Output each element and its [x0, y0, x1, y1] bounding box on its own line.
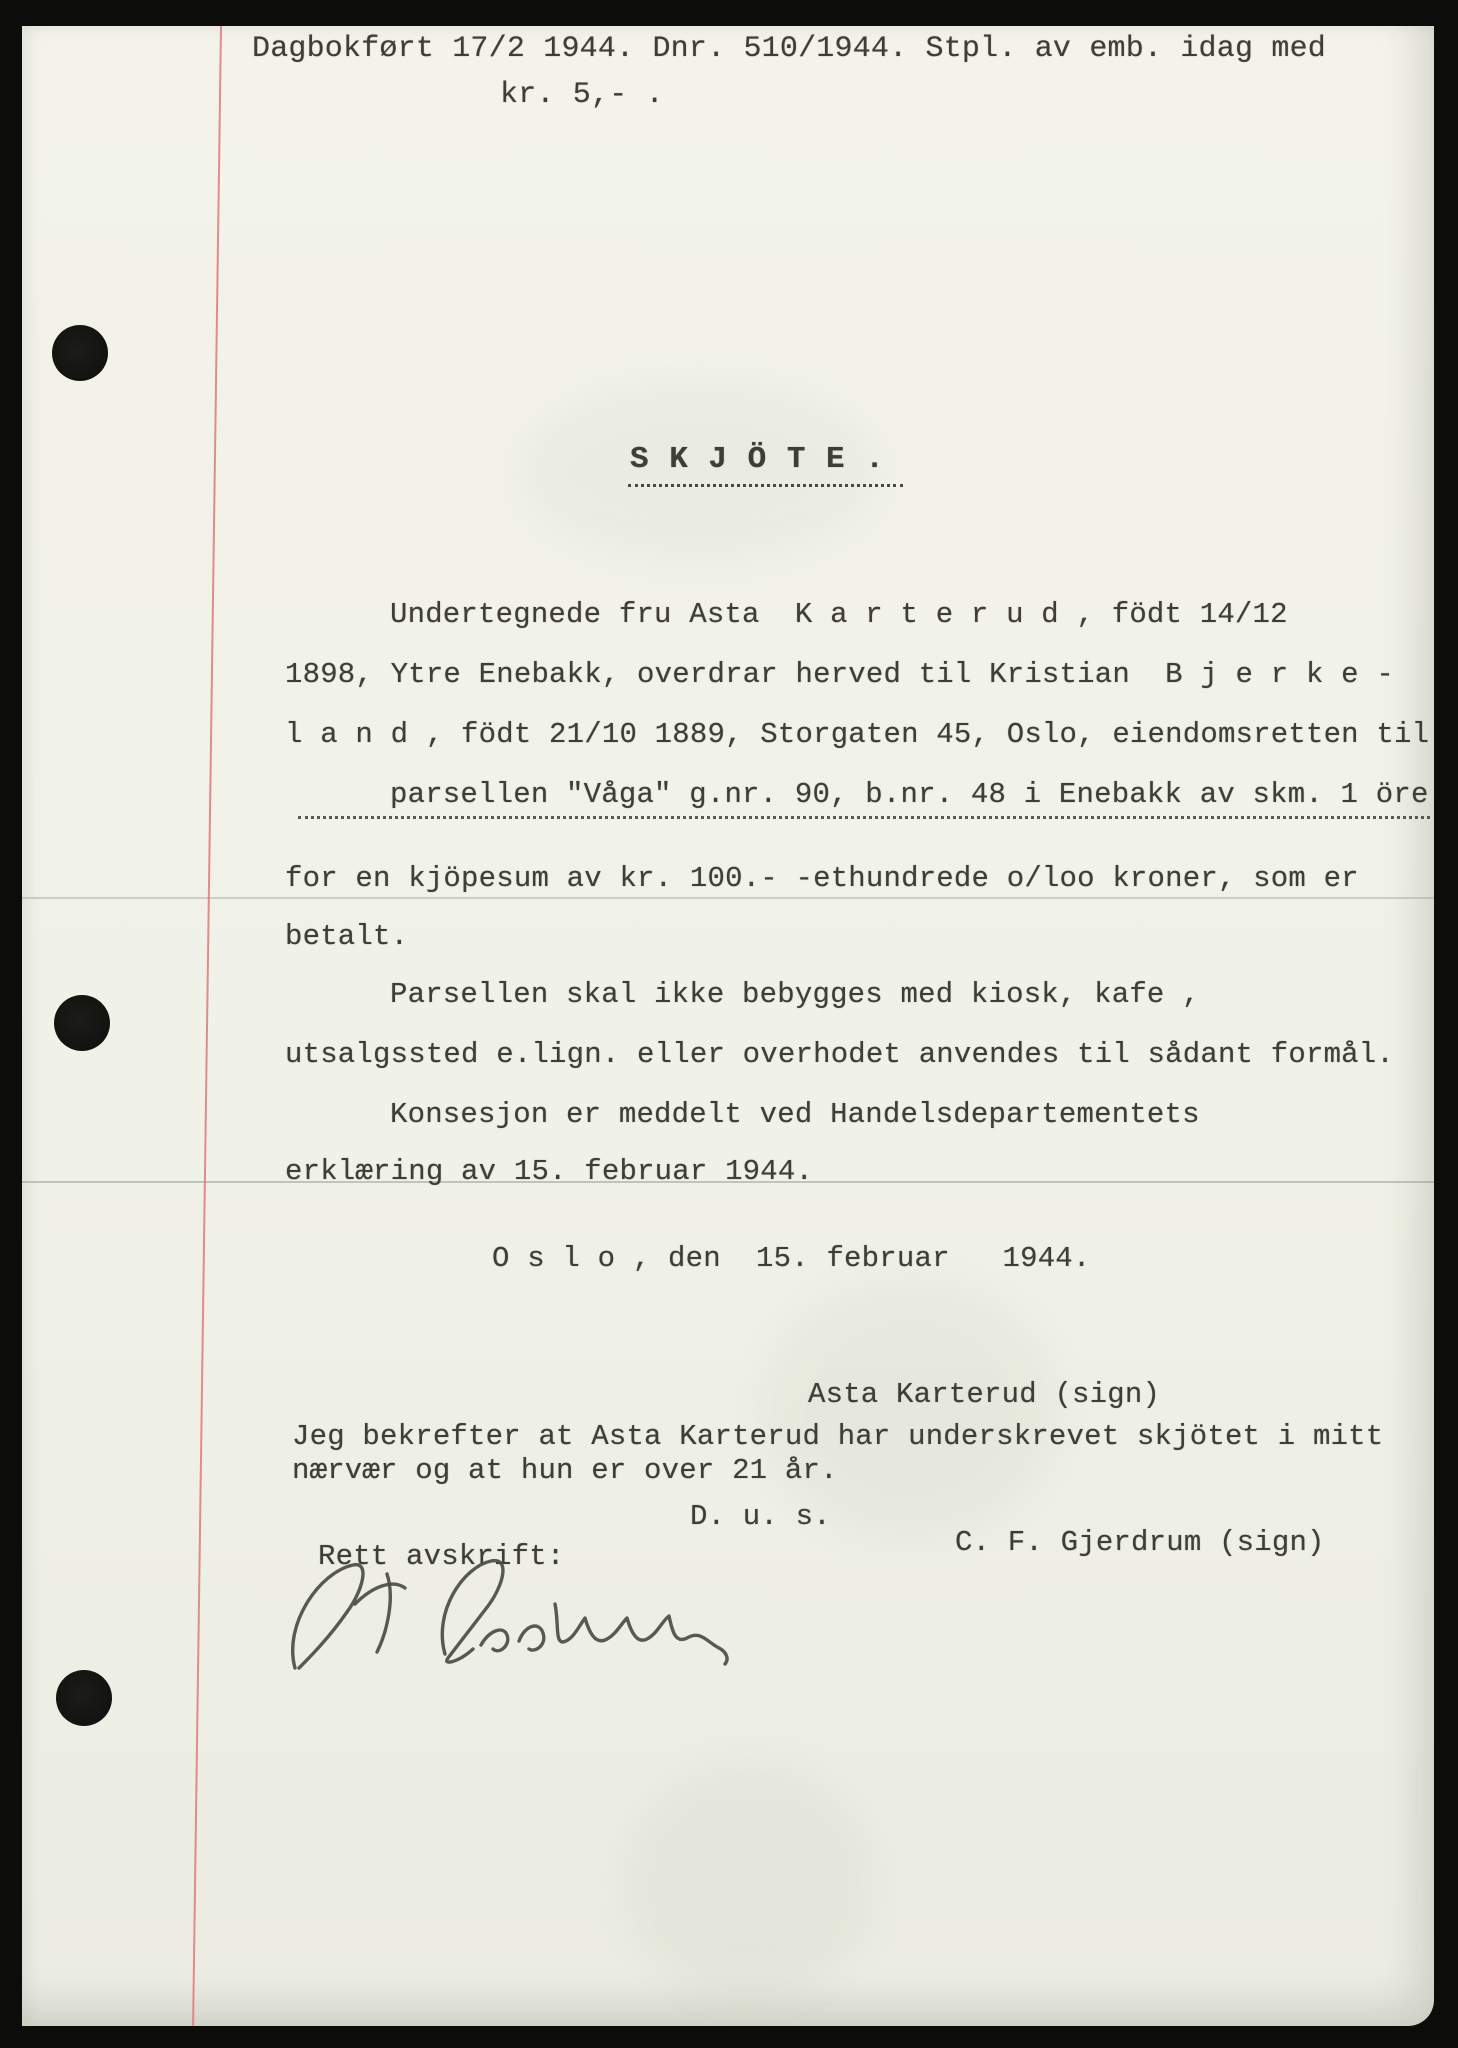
- deed-line: utsalgssted e.lign. eller overhodet anvendes til sådant formål.: [285, 1038, 1394, 1071]
- deed-line: 1898, Ytre Enebakk, overdrar herved til Kristian B j e r k e -: [285, 658, 1394, 691]
- deed-line: l a n d , födt 21/10 1889, Storgaten 45, Oslo, eiendomsretten til: [285, 718, 1430, 751]
- seller-signature-line: Asta Karterud (sign): [808, 1378, 1161, 1411]
- fold-line-upper: [22, 897, 1434, 899]
- handwritten-signature: [265, 1552, 765, 1692]
- witness-statement-line-1: Jeg bekrefter at Asta Karterud har underskrevet skjötet i mitt: [292, 1420, 1384, 1453]
- stamp-note-line-2: kr. 5,- .: [500, 78, 664, 112]
- deed-line: Undertegnede fru Asta K a r t e r u d , födt 14/12: [390, 598, 1288, 631]
- property-underline: [298, 816, 1430, 819]
- punch-hole-middle: [54, 995, 110, 1051]
- paper-sheet: [22, 26, 1434, 2026]
- deed-line: betalt.: [285, 920, 409, 953]
- stamp-note-line-1: Dagbokført 17/2 1944. Dnr. 510/1944. Stpl. av emb. idag med: [252, 32, 1326, 66]
- dus-line: D. u. s.: [690, 1500, 831, 1533]
- copy-certification-label: Rett avskrift:: [318, 1540, 565, 1573]
- deed-line: for en kjöpesum av kr. 100.- -ethundrede o/loo kroner, som er: [285, 862, 1359, 895]
- deed-line: erklæring av 15. februar 1944.: [285, 1155, 814, 1188]
- bleed-through-smudge: [620, 1760, 880, 2000]
- punch-hole-top: [52, 325, 108, 381]
- deed-line: Parsellen skal ikke bebygges med kiosk, kafe ,: [390, 978, 1200, 1011]
- witness-signature-line: C. F. Gjerdrum (sign): [955, 1526, 1325, 1559]
- deed-line: Konsesjon er meddelt ved Handelsdepartementets: [390, 1098, 1200, 1131]
- date-line: O s l o , den 15. februar 1944.: [492, 1242, 1091, 1275]
- witness-statement-line-2: nærvær og at hun er over 21 år.: [292, 1454, 838, 1487]
- deed-title: S K J Ö T E .: [628, 442, 903, 487]
- punch-hole-bottom: [56, 1670, 112, 1726]
- deed-line-property: parsellen "Våga" g.nr. 90, b.nr. 48 i Enebakk av skm. 1 öre: [390, 778, 1429, 811]
